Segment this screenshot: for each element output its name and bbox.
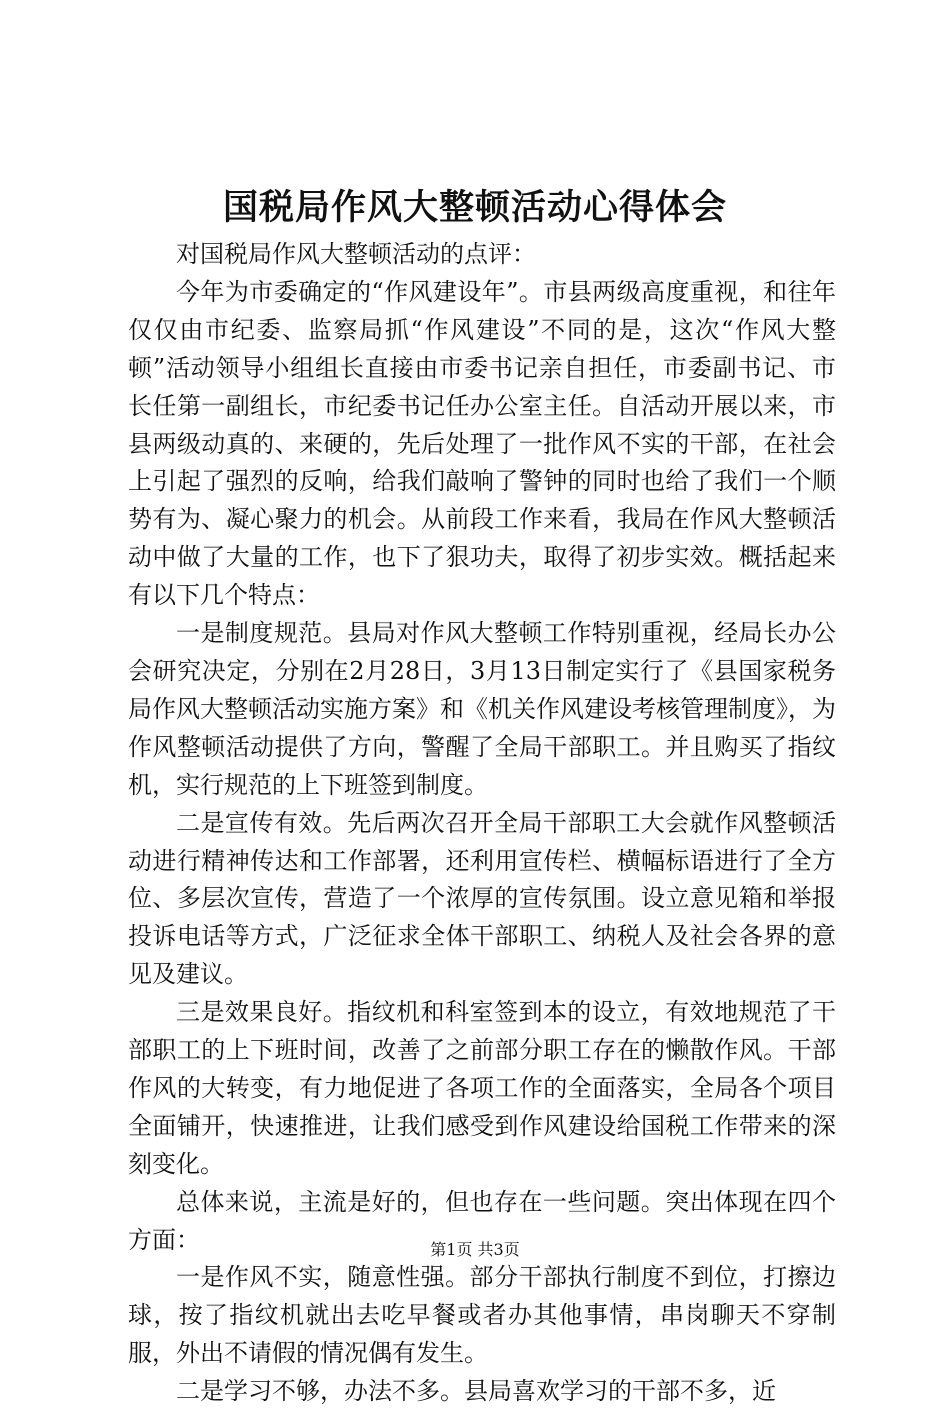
paragraph-point-1: 一是制度规范。县局对作风大整顿工作特别重视，经局长办公会研究决定，分别在2月28日，3月13日制定实行了《县国家税务局作风大整顿活动实施方案》和《机关作风建设考核管理制度》，为作风整顿活动提供了方向，警醒了全局干部职工。并且购买了指纹机，实行规范的上下班签到制度。 [128, 619, 836, 799]
document-title: 国税局作风大整顿活动心得体会 [222, 187, 727, 228]
paragraph-point-2: 二是宣传有效。先后两次召开全局干部职工大会就作风整顿活动进行精神传达和工作部署，还利用宣传栏、横幅标语进行了全方位、多层次宣传，营造了一个浓厚的宣传氛围。设立意见箱和举报投诉电话等方式，广泛征求全体干部职工、纳税人及社会各界的意见及建议。 [128, 808, 836, 989]
document-body [128, 236, 836, 1411]
paragraph-background: 今年为市委确定的“作风建设年”。市县两级高度重视，和往年仅仅由市纪委、监察局抓“作风建设”不同的是，这次“作风大整顿”活动领导小组组长直接由市委书记亲自担任，市委副书记、市长任第一副组长，市纪委书记任办公室主任。自活动开展以来，市县两级动真的、来硬的，先后处理了一批作风不实的干部，在社会上引起了强烈的反响，给我们敲响了警钟的同时也给了我们一个顺势有为、凝心聚力的机会。从前段工作来看，我局在作风大整顿活动中做了大量的工作，也下了狠功夫，取得了初步实效。概括起来有以下几个特点： [128, 277, 836, 610]
page-number-footer: 第1页 共3页 [430, 1240, 520, 1259]
paragraph-intro: 对国税局作风大整顿活动的点评： [176, 240, 536, 268]
paragraph-problem-2: 二是学习不够，办法不多。县局喜欢学习的干部不多，近 [176, 1377, 776, 1406]
paragraph-point-3: 三是效果良好。指纹机和科室签到本的设立，有效地规范了干部职工的上下班时间，改善了之前部分职工存在的懒散作风。干部作风的大转变，有力地促进了各项工作的全面落实，全局各个项目全面铺开，快速推进，让我们感受到作风建设给国税工作带来的深刻变化。 [128, 998, 836, 1178]
paragraph-problem-1: 一是作风不实，随意性强。部分干部执行制度不到位，打擦边球，按了指纹机就出去吃早餐或者办其他事情，串岗聊天不穿制服，外出不请假的情况偶有发生。 [128, 1263, 836, 1368]
paragraph-summary: 总体来说，主流是好的，但也存在一些问题。突出体现在四个方面： [128, 1187, 836, 1254]
